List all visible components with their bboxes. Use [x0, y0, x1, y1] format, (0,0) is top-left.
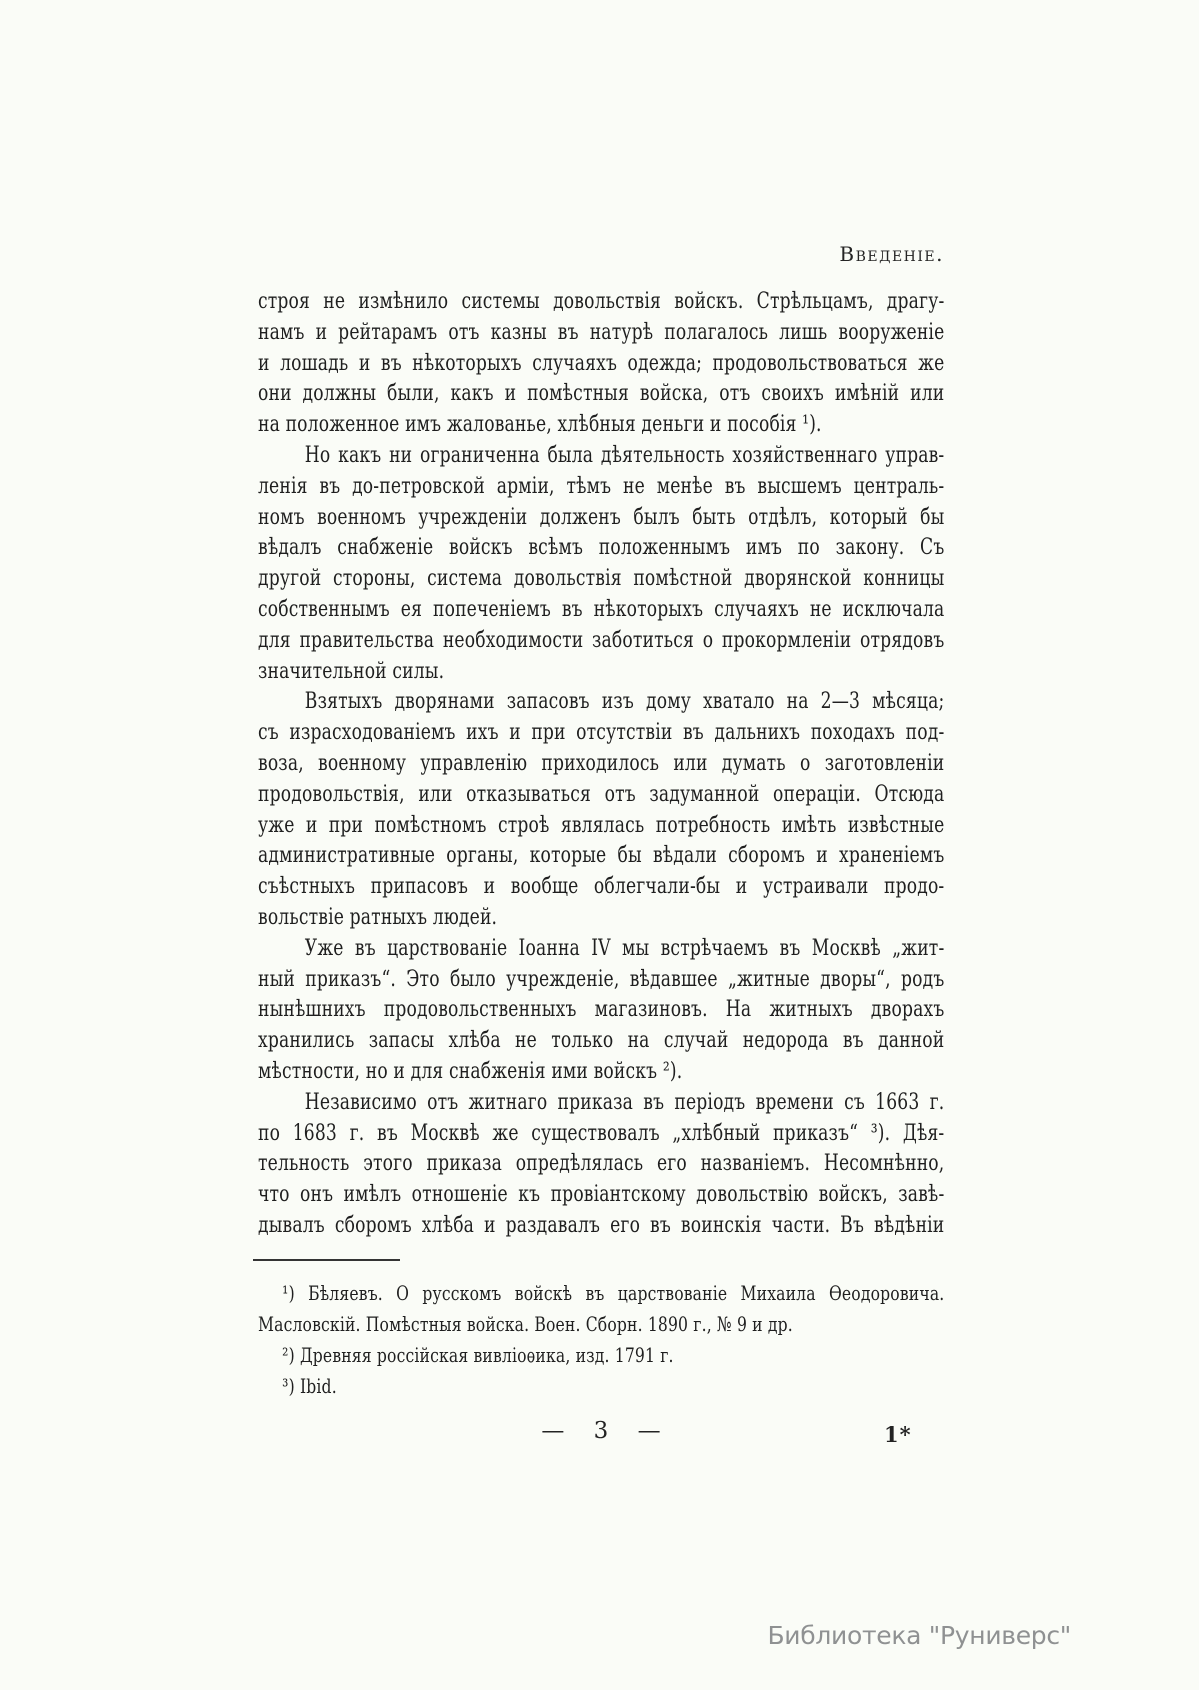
text-line: Независимо отъ житнаго приказа въ періодъ времени съ 1663 г. — [304, 1089, 945, 1115]
text-line: они должны были, какъ и помѣстныя войска, отъ своихъ имѣній или — [258, 381, 945, 407]
text-line: съ израсходованіемъ ихъ и при отсутствіи въ дальнихъ походахъ под- — [258, 720, 945, 746]
running-header: Введеніе. — [839, 242, 944, 266]
text-line: Взятыхъ дворянами запасовъ изъ дому хватало на 2—3 мѣсяца; — [304, 689, 945, 715]
paragraph-1 — [258, 287, 944, 441]
text-line: другой стороны, система довольствія помѣстной дворянской конницы — [258, 566, 945, 592]
footnote-line: ²) Древняя россійская вивліоѳика, изд. 1791 г. — [282, 1343, 674, 1367]
page-number: — 3 — — [541, 1418, 661, 1444]
text-line: что онъ имѣлъ отношеніе къ провіантскому довольствію войскъ, завѣ- — [258, 1182, 945, 1208]
text-line: воза, военному управленію приходилось или думать о заготовленіи — [258, 750, 945, 776]
text-line: на положенное имъ жалованье, хлѣбныя деньги и пособія ¹). — [258, 412, 822, 438]
text-line: административные органы, которые бы вѣдали сборомъ и храненіемъ — [258, 843, 945, 869]
text-line: уже и при помѣстномъ строѣ являлась потребность имѣть извѣстные — [258, 812, 945, 838]
footnote-line: ¹) Бѣляевъ. О русскомъ войскѣ въ царствованіе Михаила Ѳеодоровича. — [282, 1281, 945, 1305]
text-line: вольствіе ратныхъ людей. — [258, 904, 498, 930]
footnote-line: Масловскій. Помѣстныя войска. Воен. Сборн. 1890 г., № 9 и др. — [258, 1312, 793, 1336]
text-line: ный приказъ“. Это было учрежденіе, вѣдавшее „житные дворы“, родъ — [258, 966, 945, 992]
text-line: ленія въ до-петровской арміи, тѣмъ не менѣе въ высшемъ централь- — [258, 473, 945, 499]
text-line: номъ военномъ учрежденіи долженъ былъ быть отдѣлъ, который бы — [258, 504, 945, 530]
watermark: Библиотека "Руниверс" — [767, 1621, 1071, 1650]
footnote-line: ³) Ibid. — [282, 1374, 337, 1398]
text-line: и лошадь и въ нѣкоторыхъ случаяхъ одежда; продовольствоваться же — [258, 350, 945, 376]
paragraph-4 — [258, 934, 944, 1088]
text-line: хранились запасы хлѣба не только на случай недорода въ данной — [258, 1028, 945, 1054]
text-line: мѣстности, но и для снабженія ими войскъ ²). — [258, 1058, 683, 1084]
signature-mark: 1* — [884, 1422, 912, 1447]
text-line: для правительства необходимости заботиться о прокормленіи отрядовъ — [258, 627, 945, 653]
text-line: Но какъ ни ограниченна была дѣятельность хозяйственнаго управ- — [304, 442, 945, 468]
text-line: собственнымъ ея попеченіемъ въ нѣкоторыхъ случаяхъ не исключала — [258, 596, 945, 622]
paragraph-3 — [258, 687, 944, 933]
text-line: продовольствія, или отказываться отъ задуманной операціи. Отсюда — [258, 781, 945, 807]
paragraph-2 — [258, 441, 944, 687]
text-line: нынѣшнихъ продовольственныхъ магазиновъ. На житныхъ дворахъ — [258, 997, 945, 1023]
text-line: дывалъ сборомъ хлѣба и раздавалъ его въ воинскія части. Въ вѣдѣніи — [258, 1212, 945, 1238]
body-text — [258, 287, 944, 1242]
footnotes — [258, 1278, 944, 1402]
text-line: строя не измѣнило системы довольствія войскъ. Стрѣльцамъ, драгу- — [258, 289, 945, 314]
paragraph-5 — [258, 1088, 944, 1242]
text-line: вѣдалъ снабженіе войскъ всѣмъ положеннымъ имъ по закону. Съ — [258, 535, 945, 561]
footnote-separator — [253, 1259, 400, 1261]
text-line: по 1683 г. въ Москвѣ же существовалъ „хлѣбный приказъ“ ³). Дѣя- — [258, 1120, 945, 1146]
text-line: тельность этого приказа опредѣлялась его названіемъ. Несомнѣнно, — [258, 1151, 945, 1177]
text-line: съѣстныхъ припасовъ и вообще облегчали-бы и устраивали продо- — [258, 874, 945, 900]
text-line: намъ и рейтарамъ отъ казны въ натурѣ полагалось лишь вооруженіе — [258, 319, 945, 345]
text-line: Уже въ царствованіе Іоанна IV мы встрѣчаемъ въ Москвѣ „жит- — [304, 935, 945, 961]
text-line: значительной силы. — [258, 658, 445, 684]
